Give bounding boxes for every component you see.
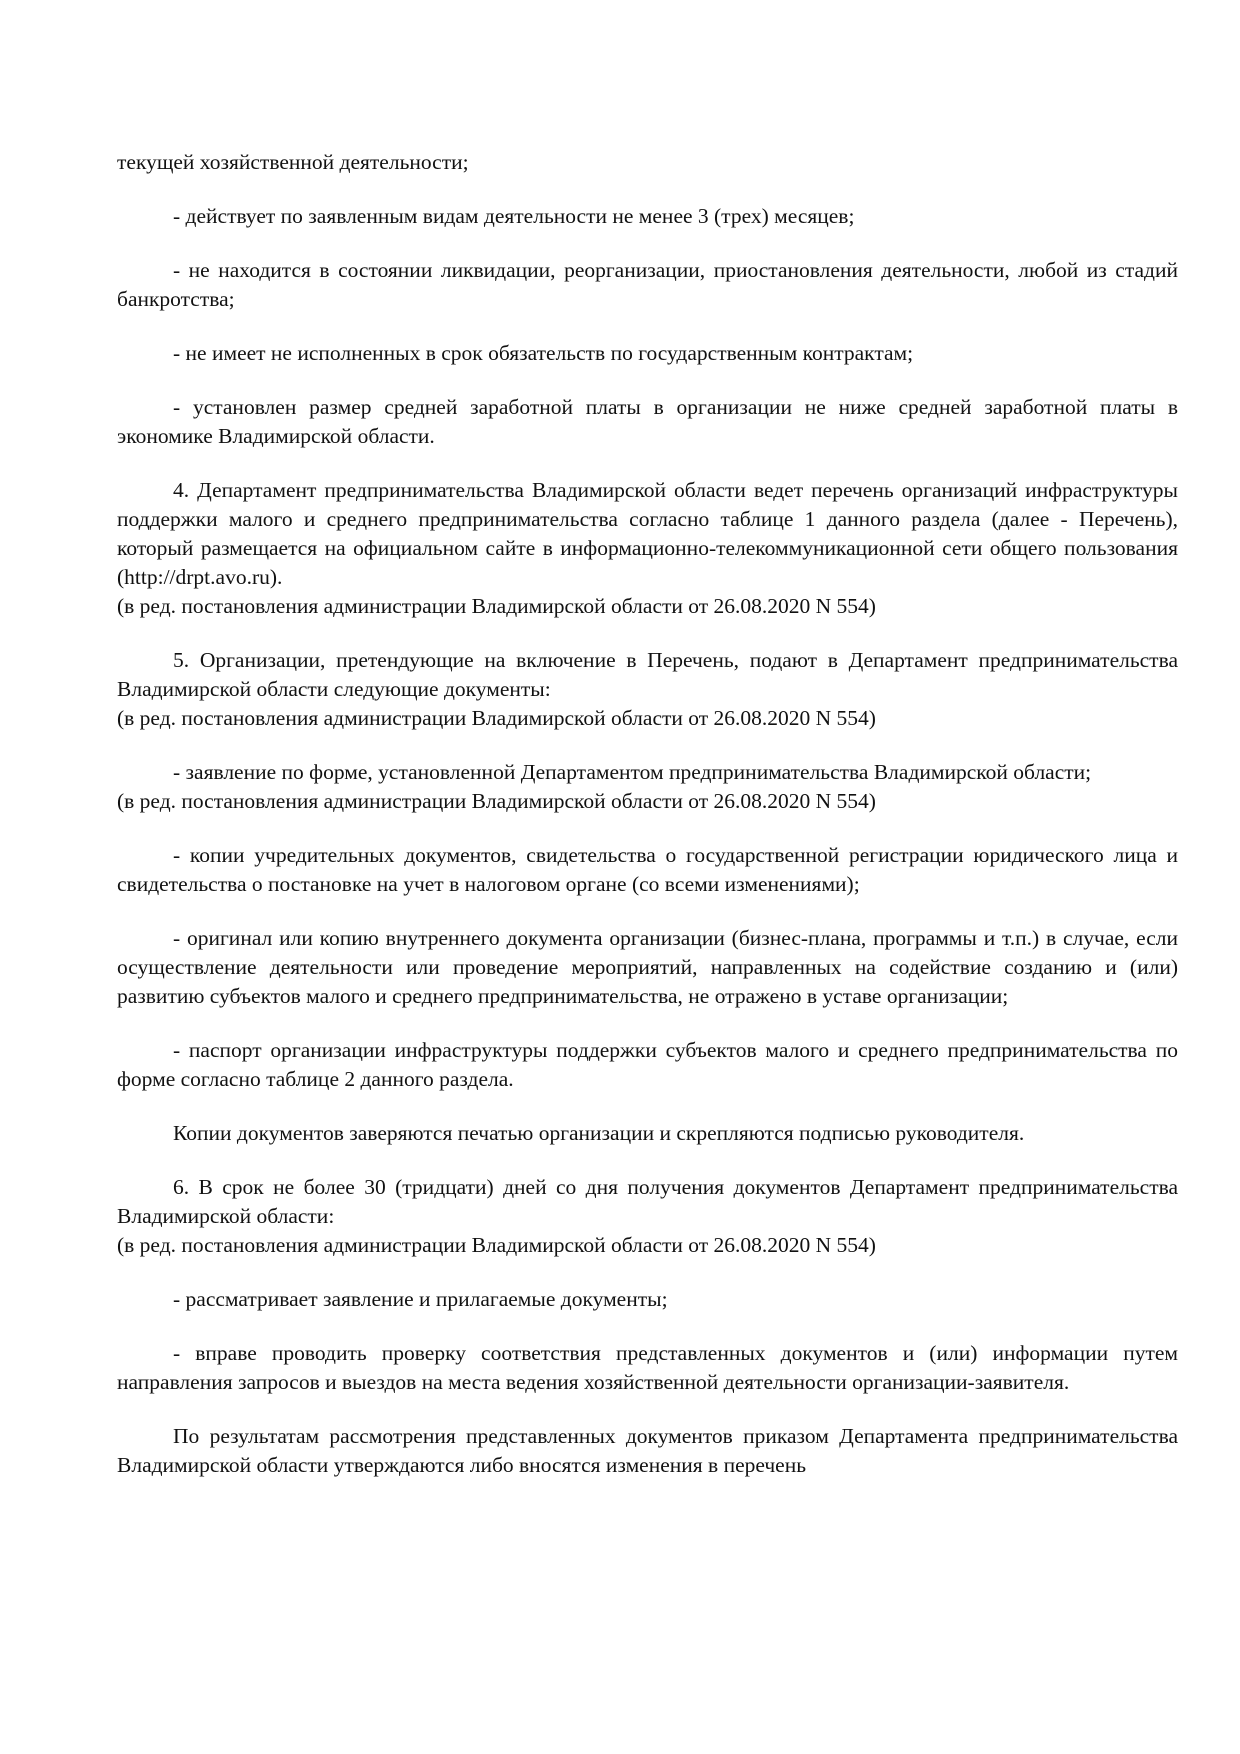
edit-note: (в ред. постановления администрации Владимирской области от 26.08.2020 N 554): [117, 789, 876, 813]
paragraph-8: [117, 758, 1178, 816]
paragraph-11: - паспорт организации инфраструктуры поддержки субъектов малого и среднего предпринимательства по форме согласно таблице 2 данного раздела.: [117, 1038, 1178, 1091]
paragraph-15: - вправе проводить проверку соответствия представленных документов и (или) информации путем направления запросов и выездов на места ведения хозяйственной деятельности организации-заявителя.: [117, 1341, 1178, 1394]
paragraph-10: - оригинал или копию внутреннего документа организации (бизнес-плана, программы и т.п.) в случае, если осуществление деятельности или проведение мероприятий, направленных на содействие созданию и (или) развитию субъектов малого и среднего предпринимательства, не отражено в уставе организации;: [117, 926, 1178, 1008]
document-page: [117, 148, 1178, 1480]
paragraph-6-text: 4. Департамент предпринимательства Владимирской области ведет перечень организаций инфраструктуры поддержки малого и среднего предпринимательства согласно таблице 1 данного раздела (далее - Перечень), который размещается на официальном сайте в информационно-телекоммуникационной сети общего пользования (http://drpt.avo.ru).: [117, 478, 1178, 589]
paragraph-2: - действует по заявленным видам деятельности не менее 3 (трех) месяцев;: [173, 204, 855, 228]
paragraph-3: - не находится в состоянии ликвидации, реорганизации, приостановления деятельности, любой из стадий банкротства;: [117, 258, 1178, 311]
paragraph-14: - рассматривает заявление и прилагаемые документы;: [173, 1287, 668, 1311]
paragraph-7: [117, 646, 1178, 733]
paragraph-12: Копии документов заверяются печатью организации и скрепляются подписью руководителя.: [173, 1121, 1025, 1145]
paragraph-9: - копии учредительных документов, свидетельства о государственной регистрации юридического лица и свидетельства о постановке на учет в налоговом органе (со всеми изменениями);: [117, 843, 1178, 896]
paragraph-6: [117, 476, 1178, 621]
paragraph-7-text: 5. Организации, претендующие на включение в Перечень, подают в Департамент предпринимательства Владимирской области следующие документы:: [117, 648, 1178, 701]
paragraph-1: текущей хозяйственной деятельности;: [117, 150, 469, 174]
paragraph-4: - не имеет не исполненных в срок обязательств по государственным контрактам;: [173, 341, 914, 365]
paragraph-5: - установлен размер средней заработной платы в организации не ниже средней заработной платы в экономике Владимирской области.: [117, 395, 1178, 448]
edit-note: (в ред. постановления администрации Владимирской области от 26.08.2020 N 554): [117, 706, 876, 730]
paragraph-16: По результатам рассмотрения представленных документов приказом Департамента предпринимательства Владимирской области утверждаются либо вносятся изменения в перечень: [117, 1424, 1178, 1477]
edit-note: (в ред. постановления администрации Владимирской области от 26.08.2020 N 554): [117, 1233, 876, 1257]
paragraph-8-text: - заявление по форме, установленной Департаментом предпринимательства Владимирской области;: [173, 760, 1092, 784]
paragraph-13-text: 6. В срок не более 30 (тридцати) дней со дня получения документов Департамент предпринимательства Владимирской области:: [117, 1175, 1178, 1228]
edit-note: (в ред. постановления администрации Владимирской области от 26.08.2020 N 554): [117, 594, 876, 618]
paragraph-13: [117, 1173, 1178, 1260]
